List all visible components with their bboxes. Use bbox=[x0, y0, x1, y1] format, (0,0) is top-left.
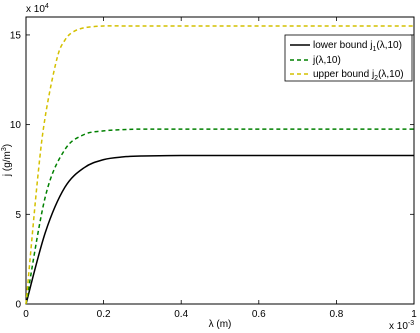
y-tick-label: 0 bbox=[15, 299, 21, 311]
x-tick-label: 0.4 bbox=[174, 309, 189, 320]
x-tick-label: 0.6 bbox=[251, 309, 266, 320]
y-tick-label: 15 bbox=[9, 30, 21, 42]
legend-label-j: j(λ,10) bbox=[313, 55, 341, 66]
y-axis-label: j $(g/m^3)$ bbox=[1, 143, 13, 177]
x-tick-label: 0.8 bbox=[329, 309, 344, 320]
x-tick-label: 0 bbox=[23, 309, 29, 320]
x-tick-label: 1 bbox=[411, 309, 417, 320]
x-tick-label: 0.2 bbox=[96, 309, 111, 320]
legend-label-upper-bound: upper bound $j_2(\lambda,10)$ bbox=[313, 69, 404, 82]
y-tick-label: 5 bbox=[15, 209, 21, 221]
legend-label-lower-bound: lower bound $j_1(\lambda,10)$ bbox=[313, 40, 402, 53]
x-axis-label: λ (m) bbox=[208, 319, 232, 330]
legend bbox=[285, 35, 412, 82]
y-multiplier: x $10^4$ bbox=[26, 3, 49, 15]
y-tick-label: 10 bbox=[9, 120, 21, 132]
x-multiplier: x $10^{-3}$ bbox=[389, 320, 415, 332]
